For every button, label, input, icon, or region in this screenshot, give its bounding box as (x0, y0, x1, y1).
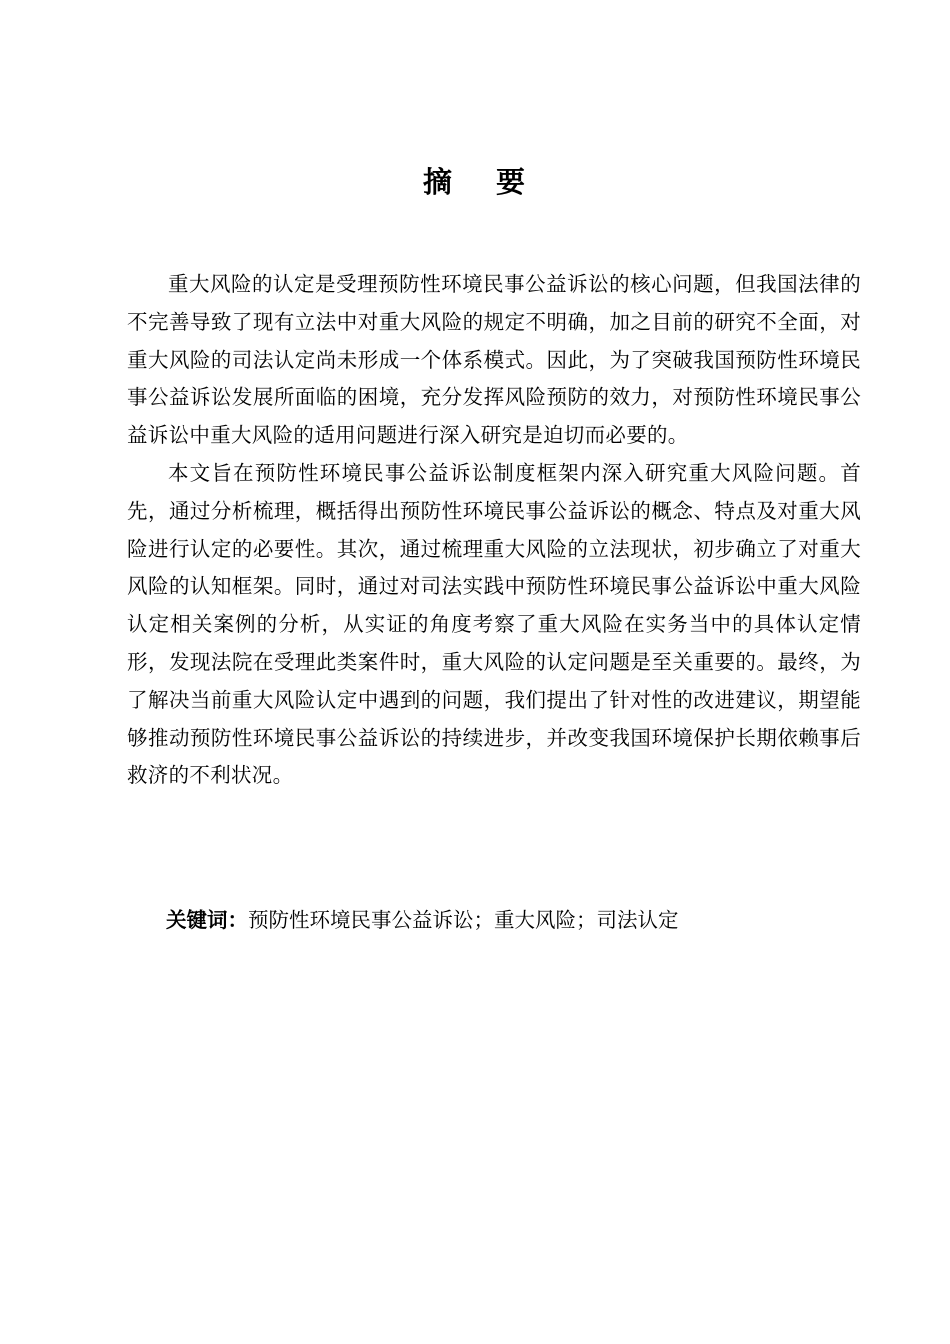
keywords-value: 预防性环境民事公益诉讼；重大风险；司法认定 (248, 908, 679, 932)
abstract-title (0, 160, 950, 201)
abstract-paragraph-1: 重大风险的认定是受理预防性环境民事公益诉讼的核心问题，但我国法律的不完善导致了现有立法中对重大风险的规定不明确，加之目前的研究不全面，对重大风险的司法认定尚未形成一个体系模式。因此，为了突破我国预防性环境民事公益诉讼发展所面临的困境，充分发挥风险预防的效力，对预防性环境民事公益诉讼中重大风险的适用问题进行深入研究是迫切而必要的。 (127, 272, 861, 448)
abstract-body (127, 266, 861, 795)
title-char-1: 摘 (422, 165, 454, 199)
keywords-line (166, 902, 679, 940)
keywords-label: 关键词： (166, 908, 248, 932)
abstract-paragraph-2: 本文旨在预防性环境民事公益诉讼制度框架内深入研究重大风险问题。首先，通过分析梳理，概括得出预防性环境民事公益诉讼的概念、特点及对重大风险进行认定的必要性。其次，通过梳理重大风险的立法现状，初步确立了对重大风险的认知框架。同时，通过对司法实践中预防性环境民事公益诉讼中重大风险认定相关案例的分析，从实证的角度考察了重大风险在实务当中的具体认定情形，发现法院在受理此类案件时，重大风险的认定问题是至关重要的。最终，为了解决当前重大风险认定中遇到的问题，我们提出了针对性的改进建议，期望能够推动预防性环境民事公益诉讼的持续进步，并改变我国环境保护长期依赖事后救济的不利状况。 (127, 460, 861, 788)
title-char-2: 要 (496, 165, 528, 199)
